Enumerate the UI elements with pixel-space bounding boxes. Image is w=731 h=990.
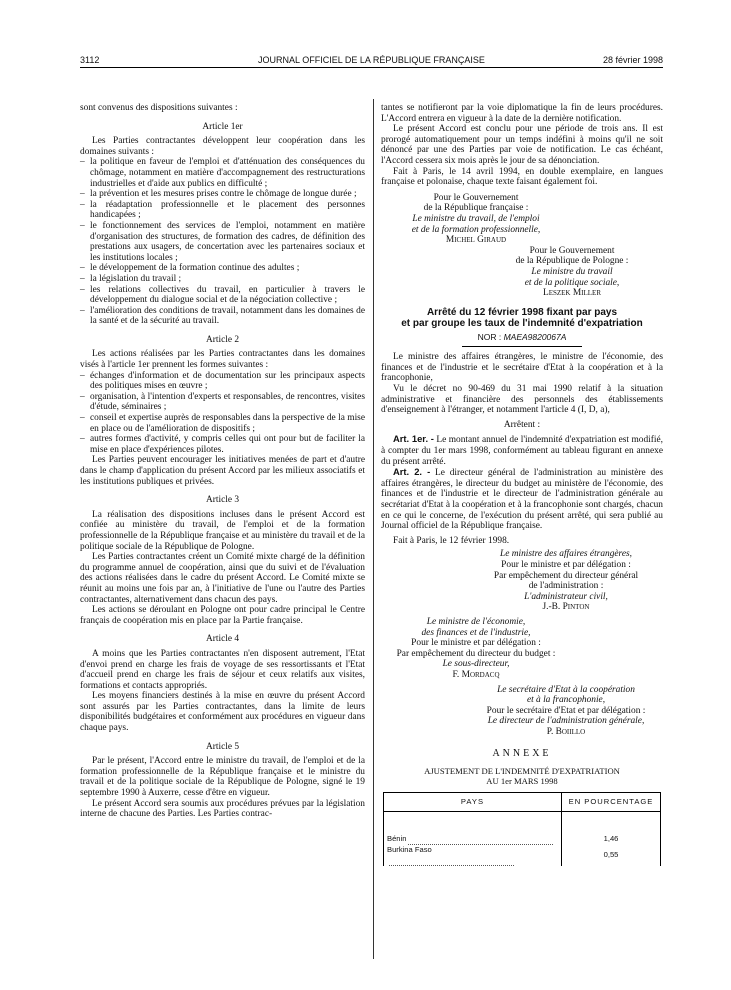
signature-block-foreign-affairs: Le ministre des affaires étrangères, Pour le ministre et par délégation : Par empêchement du directeur général de l'administration : L'administrateur civil, J.-B. Pinton <box>471 549 661 613</box>
list-item: – la réadaptation professionnelle et le placement des personnes handicapées ; <box>80 199 365 221</box>
decree-preamble: Le ministre des affaires étrangères, le ministre de l'économie, des finances et de l'industrie et le secrétaire d'Etat à la coopération et à la francophonie, <box>381 352 663 384</box>
list-item: – le développement de la formation continue des adultes ; <box>80 263 300 274</box>
signatory-name: Leszek Miller <box>542 288 601 299</box>
list-item: – la législation du travail ; <box>80 273 182 284</box>
article-5-paragraph: Le présent Accord sera soumis aux procédures prévues par la législation interne de chacune des Parties. Les Parties contrac- <box>80 798 365 820</box>
page-header <box>80 55 663 67</box>
intro-text: sont convenus des dispositions suivantes : <box>80 103 238 113</box>
continued-paragraph: tantes se notifieront par la voie diplomatique la fin de leurs procédures. L'Accord entrera en vigueur à la date de la dernière notification. <box>381 103 663 124</box>
list-item: – les relations collectives du travail, en particulier à travers le développement du dialogue social et de la négociation collective ; <box>80 284 365 306</box>
right-column <box>381 103 663 866</box>
column-header-percentage: EN POURCENTAGE <box>562 793 661 812</box>
article-5-title: Article 5 <box>205 741 240 752</box>
table-row: Bénin 1,46 <box>384 812 661 845</box>
journal-title: JOURNAL OFFICIEL DE LA RÉPUBLIQUE FRANÇAISE <box>258 55 485 65</box>
article-2-paragraph: Les actions réalisées par les Parties contractantes dans les domaines visés à l'article 1er prennent les formes suivantes : <box>80 349 365 371</box>
table-header-row <box>384 793 661 812</box>
signature-block-economy: Le ministre de l'économie, des finances et de l'industrie, Pour le ministre et par délégation : Par empêchement du directeur du budget : Le sous-directeur, F. Mordacq <box>381 617 571 681</box>
article-3-paragraph: Les actions se déroulant en Pologne ont pour cadre principal le Centre français de coopération mis en place par la Partie française. <box>80 605 365 626</box>
arretent-label: Arrêtent : <box>503 419 541 430</box>
done-at-paragraph: Fait à Paris, le 14 avril 1994, en double exemplaire, en langues française et polonaise, chaque texte faisant également foi. <box>381 166 663 188</box>
column-divider <box>373 99 374 959</box>
nor-reference: NOR : MAEA9820067A <box>477 331 567 342</box>
list-item: – l'amélioration des conditions de travail, notamment dans les domaines de la santé et de la sécurité au travail. <box>80 305 365 327</box>
signatory-name: J.-B. Pinton <box>542 602 590 613</box>
article-1-list <box>80 157 365 327</box>
column-header-country: PAYS <box>384 793 562 812</box>
decree-article-1: Art. 1er. - Le montant annuel de l'indemnité d'expatriation est modifié, à compter du 1er mars 1998, conformément au tableau figurant en annexe du présent arrêté. <box>381 433 664 467</box>
french-signature-block: Pour le Gouvernement de la République française : Le ministre du travail, de l'emploi et de la formation professionnelle, Michel Giraud <box>381 193 571 246</box>
polish-signature-block: Pour le Gouvernement de la République de Pologne : Le ministre du travail et de la politique sociale, Leszek Miller <box>481 246 663 299</box>
article-4-title: Article 4 <box>205 634 240 645</box>
article-3-paragraph: Les Parties contractantes créent un Comité mixte chargé de la définition du programme annuel de coopération, ainsi que du suivi et de l'évaluation des actions réalisées dans le cadre du présent Accord. Le Comité mixte se réunit au moins une fois par an, à l'initiative de l'une ou l'autre des Parties contractantes, alternativement dans chacun des pays. <box>80 552 365 605</box>
list-item: – la politique en faveur de l'emploi et d'atténuation des conséquences du chômage, notamment en matière d'accompagnement des restructurations industrielles et d'aide aux publics en difficulté ; <box>80 157 365 189</box>
article-2-paragraph: Les Parties peuvent encourager les initiatives menées de part et d'autre dans le champ d'application du présent Accord par les milieux associatifs et les institutions publiques et privées. <box>80 455 365 487</box>
left-column <box>80 103 365 820</box>
decree-title: Arrêté du 12 février 1998 fixant par pays et par groupe les taux de l'indemnité d'expatriation <box>401 306 643 330</box>
article-1-title: Article 1er <box>202 121 243 132</box>
list-item: – autres formes d'activité, y compris celles qui ont pour but de faciliter la mise en place d'expériences pilotes. <box>80 434 365 455</box>
signatory-name: P. Boiillo <box>546 726 586 737</box>
annex-title: ANNEXE <box>492 748 552 760</box>
article-2-title: Article 2 <box>205 334 240 345</box>
decree-article-2: Art. 2. - Le directeur général de l'administration au ministère des affaires étrangères, le directeur du budget au ministère de l'économie, des finances et de l'industrie et le directeur de l'administration générale au secrétariat d'Etat à la coopération et à la francophonie sont chargés, chacun en ce qui le concerne, de l'exécution du présent arrêté, qui sera publié au Journal officiel de la République française. <box>381 466 664 532</box>
issue-date: 28 février 1998 <box>602 55 663 65</box>
title-rule <box>462 346 582 347</box>
list-item: – le fonctionnement des services de l'emploi, notamment en matière d'organisation des structures, de formation des cadres, de définition des prestations aux usagers, de concertation avec les partenaires sociaux et les institutions locales ; <box>80 220 365 263</box>
article-3-title: Article 3 <box>205 495 240 506</box>
header-rule <box>80 67 663 68</box>
list-item: – échanges d'information et de documentation sur les principaux aspects des politiques mises en œuvre ; <box>80 370 365 392</box>
article-4-paragraph: Les moyens financiers destinés à la mise en œuvre du présent Accord sont assurés par les Parties contractantes, dans la limite de leurs disponibilités budgétaires et conformément aux procédures en vigueur dans chaque pays. <box>80 691 365 734</box>
list-item: – organisation, à l'intention d'experts et responsables, de rencontres, visites d'étude, séminaires ; <box>80 391 365 413</box>
table-row: Burkina Faso 0,55 <box>384 845 661 866</box>
signature-block-cooperation: Le secrétaire d'Etat à la coopération et à la francophonie, Pour le secrétaire d'Etat et par délégation : Le directeur de l'administration générale, P. Boiillo <box>471 685 661 738</box>
decree-done-at: Fait à Paris, le 12 février 1998. <box>393 535 510 546</box>
signatory-name: Michel Giraud <box>445 235 507 246</box>
article-5-paragraph: Par le présent, l'Accord entre le ministre du travail, de l'emploi et de la formation professionnelle de la République française et le ministre du travail et de la politique sociale de la République de Pologne, signé le 19 septembre 1990 à Auxerre, cesse d'être en vigueur. <box>80 756 365 799</box>
list-item: – conseil et expertise auprès de responsables dans la perspective de la mise en place ou de l'amélioration de dispositifs ; <box>80 413 365 434</box>
page-number: 3112 <box>80 55 100 65</box>
decree-visa: Vu le décret no 90-469 du 31 mai 1990 relatif à la situation administrative et financière des personnels des établissements d'enseignement à l'étranger, et notamment l'article 4 (I, D, a), <box>381 384 663 416</box>
article-3-paragraph: La réalisation des dispositions incluses dans le présent Accord est confiée au ministère du travail, de l'emploi et de la formation professionnelle de la République française et au ministère du travail et de la politique sociale de la République de Pologne. <box>80 509 365 552</box>
signatory-name: F. Mordacq <box>452 669 500 680</box>
article-2-list <box>80 371 365 456</box>
list-item: – la prévention et les mesures prises contre le chômage de longue durée ; <box>80 189 357 200</box>
article-4-paragraph: A moins que les Parties contractantes n'en disposent autrement, l'Etat d'envoi prend en charge les frais de voyage de ses ressortissants et l'Etat d'accueil prend en charge les frais de séjour et ceux relatifs aux visites, formations et contacts appropriés. <box>80 648 365 691</box>
annex-subtitle: AJUSTEMENT DE L'INDEMNITÉ D'EXPATRIATION AU 1er MARS 1998 <box>424 766 620 787</box>
article-1-paragraph: Les Parties contractantes développent leur coopération dans les domaines suivants : <box>80 136 365 157</box>
duration-paragraph: Le présent Accord est conclu pour une période de trois ans. Il est prorogé automatiquement pour un temps indéfini à moins qu'il ne soit dénoncé par une des Parties par voie de notification. Le cas échéant, l'Accord cessera six mois après le jour de sa dénonciation. <box>381 124 663 166</box>
expatriation-rate-table <box>383 792 661 866</box>
